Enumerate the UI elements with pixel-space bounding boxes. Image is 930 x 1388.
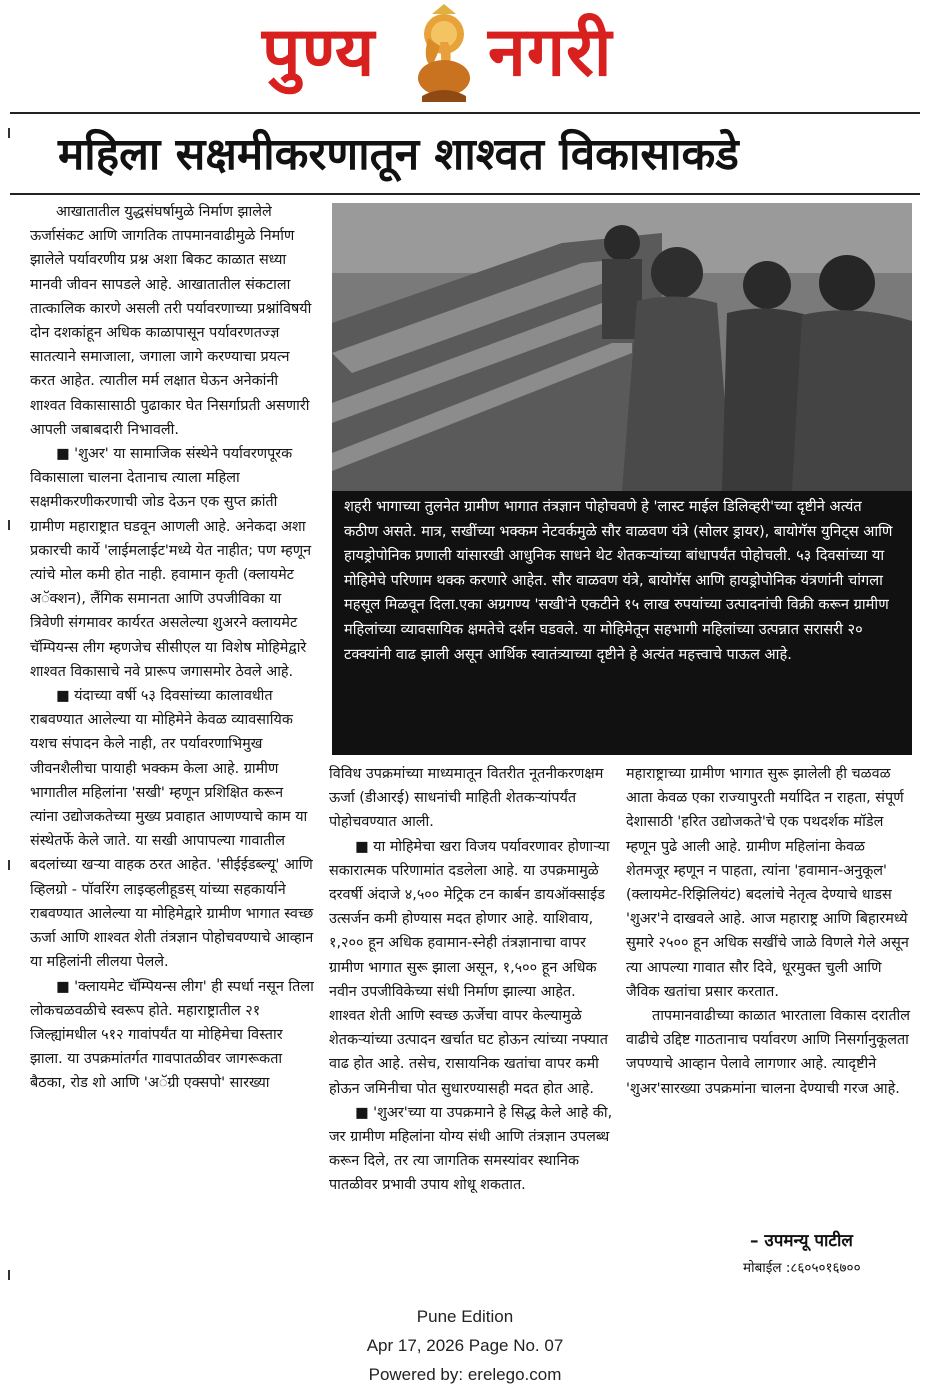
- photo-caption: शहरी भागाच्या तुलनेत ग्रामीण भागात तंत्रज्ञान पोहोचवणे हे 'लास्ट माईल डिलिव्हरी'च्या दृष्टीने अत्यंत कठीण असते. मात्र, सखींच्या भक्कम नेटवर्कमुळे सौर वाळवण यंत्रे (सोलर ड्रायर), बायोगॅस युनिट्स आणि हायड्रोपोनिक प्रणाली यांसारखी आधुनिक साधने थेट शेतकऱ्यांच्या बांधापर्यंत पोहोचली. ५३ दिवसांच्या या मोहिमेचे परिणाम थक्क करणारे आहेत. सौर वाळवण यंत्रे, बायोगॅस आणि हायड्रोपोनिक यंत्रणांनी चांगला महसूल मिळवून दिला.एका अग्रगण्य 'सखी'ने एकटीने १५ लाख रुपयांच्या उत्पादनांची विक्री करून ग्रामीण महिलांच्या व्यावसायिक क्षमतेचे दर्शन घडवले. या मोहिमेतून सहभागी महिलांच्या उत्पन्नात सरासरी २० टक्क्यांनी वाढ झाली असून आर्थिक स्वातंत्र्याच्या दृष्टीने हे अत्यंत महत्त्वाचे पाऊल आहे.: [332, 491, 912, 755]
- footer-edition: Pune Edition: [416, 1307, 514, 1326]
- article-column-3: [626, 762, 911, 1282]
- article-column-2: [329, 762, 614, 1302]
- margin-mark: [8, 1270, 10, 1280]
- article-column-1: [30, 200, 315, 1290]
- headline-rule: [10, 193, 920, 195]
- paragraph: महाराष्ट्राच्या ग्रामीण भागात सुरू झालेली ही चळवळ आता केवळ एका राज्यापुरती मर्यादित न राहता, संपूर्ण देशासाठी 'हरित उद्योजकते'चे एक पथदर्शक मॉडेल म्हणून पुढे आली आहे. ग्रामीण महिलांना केवळ शेतमजूर म्हणून न पाहता, त्यांना 'हवामान-अनुकूल' (क्लायमेट-रिझिलियंट) बदलांचे नेतृत्व देण्याचे धाडस 'शुअर'ने दाखवले आहे. आज महाराष्ट्र आणि बिहारमध्ये सुमारे २५०० हून अधिक सखींचे जाळे विणले गेले असून त्या आपल्या गावात सौर दिवे, धूरमुक्त चुली आणि जैविक खतांचा प्रसार करतात.: [626, 766, 909, 1000]
- paragraph: विविध उपक्रमांच्या माध्यमातून वितरीत नूतनीकरणक्षम ऊर्जा (डीआरई) साधनांची माहिती शेतकऱ्यांपर्यंत पोहोचवण्यात आली.: [329, 766, 604, 831]
- paragraph: तापमानवाढीच्या काळात भारताला विकास दरातील वाढीचे उद्दिष्ट गाठतानाच पर्यावरण आणि निसर्गानुकूलता जपण्याचे आव्हान पेलावे लागणार आहे. त्यादृष्टीने 'शुअर'सारख्या उपक्रमांना चालना देण्याची गरज आहे.: [626, 1008, 911, 1097]
- masthead-title-right: नगरी: [488, 13, 613, 92]
- paragraph: ■ 'शुअर'च्या या उपक्रमाने हे सिद्ध केले आहे की, जर ग्रामीण महिलांना योग्य संधी आणि तंत्रज्ञान उपलब्ध करून दिले, तर त्या जागतिक समस्यांवर स्थानिक पातळीवर प्रभावी उपाय शोधू शकतात.: [329, 1104, 613, 1194]
- ganesha-icon: [404, 4, 484, 104]
- footer-date-page: Apr 17, 2026 Page No. 07: [366, 1336, 564, 1355]
- article-photo: [332, 203, 912, 491]
- paragraph: ■ या मोहिमेचा खरा विजय पर्यावरणावर होणाऱ्या सकारात्मक परिणामांत दडलेला आहे. या उपक्रमामुळे दरवर्षी अंदाजे ४,५०० मेट्रिक टन कार्बन डायऑक्साईड उत्सर्जन कमी होण्यास मदत होणार आहे. याशिवाय, १,२०० हून अधिक हवामान-स्नेही तंत्रज्ञानाचा वापर ग्रामीण भागात सुरू झाला असून, १,५०० हून अधिक नवीन उपजीविकेच्या संधी निर्माण झाल्या आहेत. शाश्वत शेती आणि स्वच्छ ऊर्जेचा वापर केल्यामुळे शेतकऱ्यांच्या उत्पादन खर्चात घट होऊन त्यांच्या नफ्यात वाढ होत आहे. तसेच, रासायनिक खतांचा वापर कमी होऊन जमिनीचा पोत सुधारण्यासही मदत होत आहे.: [329, 838, 610, 1097]
- margin-mark: [8, 860, 10, 870]
- paragraph: ■ 'क्लायमेट चॅम्पियन्स लीग' ही स्पर्धा नसून तिला लोकचळवळीचे स्वरूप होते. महाराष्ट्रातील २१ जिल्ह्यांमधील ५१२ गावांपर्यंत या मोहिमेचा विस्तार झाला. या उपक्रमांतर्गत गावपातळीवर जागरूकता बैठका, रोड शो आणि 'अॅग्री एक्सपो' सारख्या: [30, 978, 314, 1092]
- masthead-title-left: पुण्य: [262, 13, 376, 92]
- footer-powered-by[interactable]: Powered by: erelego.com: [368, 1365, 562, 1384]
- author-name: – उपमन्यू पाटील: [750, 1231, 853, 1251]
- headline: महिला सक्षमीकरणातून शाश्वत विकासाकडे: [58, 129, 739, 180]
- paragraph: ■ 'शुअर' या सामाजिक संस्थेने पर्यावरणपूरक विकासाला चालना देतानाच त्याला महिला सक्षमीकरणीकरणाची जोड देऊन एक सुप्त क्रांती ग्रामीण महाराष्ट्रात घडवून आणली आहे. अनेकदा अशा प्रकारची कार्ये 'लाईमलाईट'मध्ये येत नाहीत; पण म्हणून त्यांचे मोल कमी होत नाही. हवामान कृती (क्लायमेट अॅक्शन), लैंगिक समानता आणि उपजीविका या त्रिवेणी संगमावर कार्यरत असलेल्या शुअरने क्लायमेट चॅम्पियन्स लीग म्हणजेच सीसीएल या विशेष मोहिमेद्वारे शाश्वत विकासाचे नवे प्रारूप जगासमोर ठेवले आहे.: [30, 446, 312, 680]
- masthead: [0, 0, 930, 110]
- margin-mark: [8, 128, 10, 138]
- top-rule: [10, 112, 920, 114]
- margin-mark: [8, 520, 10, 530]
- paragraph: आखातातील युद्धसंघर्षामुळे निर्माण झालेले ऊर्जासंकट आणि जागतिक तापमानवाढीमुळे निर्माण झालेले पर्यावरणीय प्रश्न अशा बिकट काळात सध्या मानवी जीवन सापडले आहे. आखातातील संकटाला तात्कालिक कारणे असली तरी पर्यावरणाच्या प्रश्नांविषयी दोन दशकांहून अधिक काळापासून पर्यावरणतज्ज्ञ सातत्याने समाजाला, जगाला जागे करण्याचा प्रयत्न करत आहेत. त्यातील मर्म लक्षात घेऊन अनेकांनी शाश्वत विकासासाठी पुढाकार घेत निसर्गाप्रती असणारी आपली जबाबदारी निभावली.: [30, 204, 312, 438]
- paragraph: ■ यंदाच्या वर्षी ५३ दिवसांच्या कालावधीत राबवण्यात आलेल्या या मोहिमेने केवळ व्यावसायिक यशच संपादन केले नाही, तर पर्यावरणाभिमुख जीवनशैलीचा पायाही भक्कम केला आहे. ग्रामीण भागातील महिलांना 'सखी' म्हणून प्रशिक्षित करून त्यांना उद्योजकतेच्या मुख्य प्रवाहात आणण्याचे काम या संस्थेतर्फे केले जाते. या सखी आपापल्या गावातील बदलांच्या खऱ्या वाहक ठरत आहेत. 'सीईईडब्ल्यू' आणि व्हिलग्रो - पॉवरिंग लाइव्हलीहूडस् यांच्या सहकार्याने राबवण्यात आलेल्या या मोहिमेद्वारे ग्रामीण भागात स्वच्छ ऊर्जा आणि शाश्वत शेती तंत्रज्ञान पोहोचवण्याचे आव्हान या महिलांनी लीलया पेलले.: [30, 688, 314, 971]
- photo-illustration: [332, 203, 912, 491]
- author-mobile: मोबाईल :८६०५०१६७००: [743, 1260, 861, 1276]
